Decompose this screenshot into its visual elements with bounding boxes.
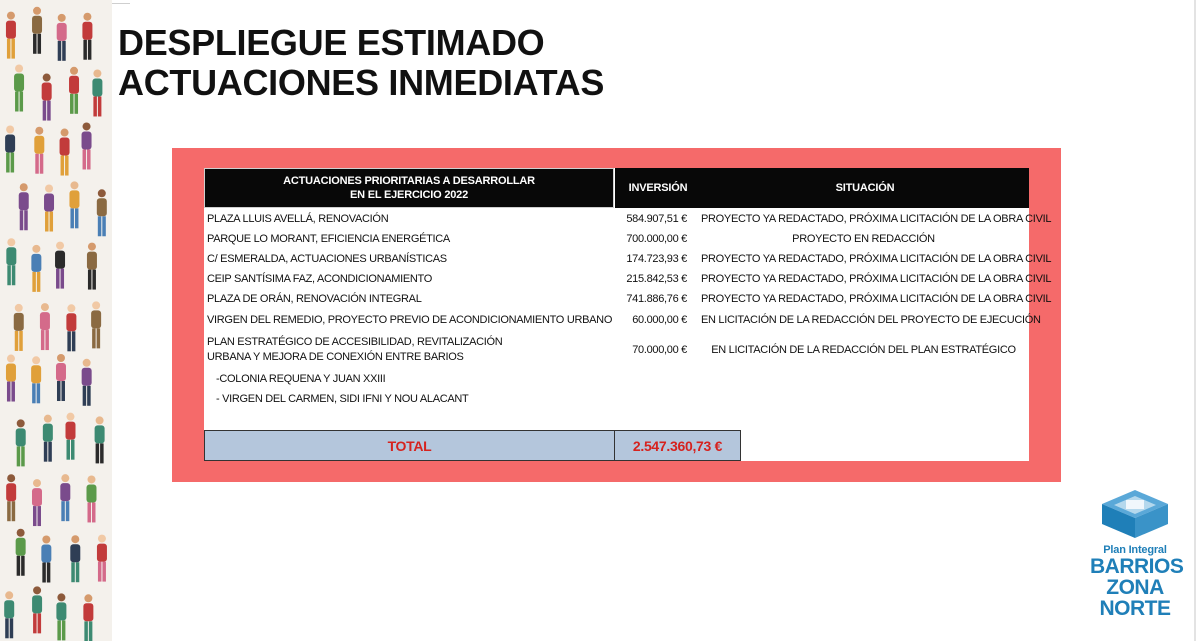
logo-text-barrios: BARRIOS: [1090, 555, 1184, 578]
person-figure: [57, 14, 67, 61]
page-title: [118, 23, 604, 103]
total-value: 2.547.360,73 €: [615, 430, 741, 461]
header-actuaciones-line-2: EN EL EJERCICIO 2022: [349, 189, 469, 201]
person-figure: [95, 416, 105, 463]
header-inversion: INVERSIÓN: [615, 168, 701, 208]
person-figure: [32, 7, 42, 54]
row-situacion: PROYECTO YA REDACTADO, PRÓXIMA LICITACIÓN DE LA OBRA CIVIL: [701, 273, 1052, 285]
table-row: [204, 289, 1052, 309]
person-figure: [60, 129, 70, 176]
person-figure: [97, 535, 107, 582]
person-figure: [69, 67, 79, 114]
person-figure: [31, 245, 41, 292]
logo-text-zona: ZONA: [1106, 576, 1164, 599]
logo-text-norte: NORTE: [1099, 597, 1171, 620]
table-row: [204, 269, 1052, 289]
plan-sub-item: - VIRGEN DEL CARMEN, SIDI IFNI Y NOU ALACANT: [216, 393, 469, 405]
person-figure: [40, 303, 50, 350]
person-figure: [32, 479, 42, 526]
person-figure: [56, 593, 66, 640]
table-row: [204, 310, 1041, 330]
person-figure: [91, 301, 101, 348]
person-figure: [14, 65, 24, 112]
divider: [1194, 0, 1196, 641]
person-figure: [5, 126, 15, 173]
person-figure: [6, 12, 16, 59]
person-figure: [6, 238, 16, 285]
person-figure: [65, 413, 75, 460]
row-inversion: 215.842,53 €: [626, 273, 687, 285]
person-figure: [6, 355, 16, 402]
row-name: PLAZA DE ORÁN, RENOVACIÓN INTEGRAL: [207, 293, 422, 305]
row-inversion: 741.886,76 €: [626, 293, 687, 305]
row-name: VIRGEN DEL REMEDIO, PROYECTO PREVIO DE ACONDICIONAMIENTO URBANO: [207, 314, 613, 326]
row-inversion: 174.723,93 €: [626, 253, 687, 265]
row-name: PLAZA LLUIS AVELLÁ, RENOVACIÓN: [207, 213, 389, 225]
person-figure: [69, 181, 79, 228]
plan-sub-item: -COLONIA REQUENA Y JUAN XXIII: [216, 373, 386, 385]
person-figure: [92, 69, 102, 116]
person-figure: [86, 475, 96, 522]
row-inversion: 60.000,00 €: [632, 314, 687, 326]
row-situacion: EN LICITACIÓN DE LA REDACCIÓN DEL PLAN ESTRATÉGICO: [711, 344, 1016, 356]
row-inversion: 584.907,51 €: [626, 213, 687, 225]
person-figure: [34, 127, 44, 174]
row-inversion: 70.000,00 €: [632, 344, 687, 356]
person-figure: [4, 591, 14, 638]
row-situacion: PROYECTO YA REDACTADO, PRÓXIMA LICITACIÓN DE LA OBRA CIVIL: [701, 213, 1052, 225]
row-name: PARQUE LO MORANT, EFICIENCIA ENERGÉTICA: [207, 233, 450, 245]
person-figure: [41, 536, 51, 583]
row-situacion: PROYECTO YA REDACTADO, PRÓXIMA LICITACIÓN DE LA OBRA CIVIL: [701, 253, 1052, 265]
row-situacion: EN LICITACIÓN DE LA REDACCIÓN DEL PROYECTO DE EJECUCIÓN: [701, 314, 1041, 326]
table-row: [204, 209, 1052, 229]
row-name: CEIP SANTÍSIMA FAZ, ACONDICIONAMIENTO: [207, 273, 433, 285]
person-figure: [82, 122, 92, 169]
person-figure: [16, 529, 26, 576]
row-situacion: PROYECTO EN REDACCIÓN: [792, 233, 935, 245]
person-figure: [42, 74, 52, 121]
header-actuaciones-line-1: ACTUACIONES PRIORITARIAS A DESARROLLAR: [283, 175, 535, 187]
person-figure: [60, 474, 70, 521]
person-figure: [82, 359, 92, 406]
row-name: [207, 335, 502, 365]
person-figure: [31, 356, 41, 403]
person-figure: [43, 415, 53, 462]
person-figure: [16, 419, 26, 466]
person-figure: [66, 304, 76, 351]
logo-text-plan: Plan Integral: [1103, 544, 1167, 556]
header-actuaciones: [204, 168, 614, 208]
row-inversion: 700.000,00 €: [626, 233, 687, 245]
person-figure: [32, 586, 42, 633]
cube-logo-icon: [1096, 488, 1174, 540]
person-figure: [55, 242, 65, 289]
page-title-line-2: ACTUACIONES INMEDIATAS: [118, 62, 605, 103]
row-name-line-1: PLAN ESTRATÉGICO DE ACCESIBILIDAD, REVITALIZACIÓN: [207, 336, 503, 348]
page-title-line-1: DESPLIEGUE ESTIMADO: [118, 22, 545, 63]
table-row: [204, 249, 1052, 269]
person-figure: [19, 183, 29, 230]
person-figure: [82, 13, 92, 60]
total-label: TOTAL: [204, 430, 615, 461]
person-figure: [87, 243, 97, 290]
person-figure: [6, 474, 16, 521]
person-figure: [44, 185, 54, 232]
actuaciones-table: [204, 168, 1052, 461]
row-name-line-2: URBANA Y MEJORA DE CONEXIÓN ENTRE BARIOS: [207, 351, 464, 363]
crowd-illustration: [0, 0, 112, 641]
person-figure: [56, 354, 66, 401]
person-figure: [70, 535, 80, 582]
header-situacion: SITUACIÓN: [701, 168, 1029, 208]
table-row-plan: [204, 335, 1029, 369]
table-row: [204, 229, 1029, 249]
person-figure: [83, 594, 93, 641]
row-situacion: PROYECTO YA REDACTADO, PRÓXIMA LICITACIÓN DE LA OBRA CIVIL: [701, 293, 1052, 305]
person-figure: [14, 304, 24, 351]
person-figure: [97, 189, 107, 236]
row-name: C/ ESMERALDA, ACTUACIONES URBANÍSTICAS: [207, 253, 447, 265]
barrios-zona-norte-logo: [1090, 488, 1184, 638]
divider: [112, 3, 130, 4]
